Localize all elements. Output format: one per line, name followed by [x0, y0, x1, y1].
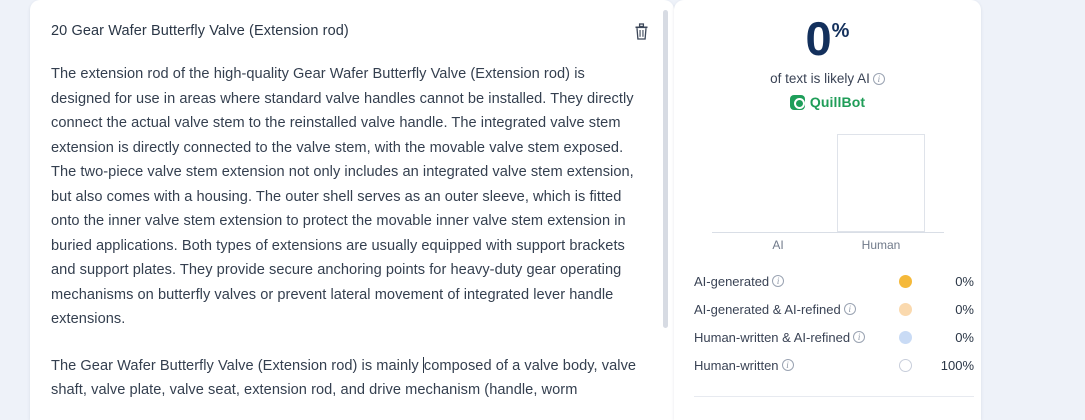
legend-value: 100% [940, 357, 974, 373]
document-title: 20 Gear Wafer Butterfly Valve (Extension rod) [51, 23, 349, 39]
legend-value: 0% [955, 273, 974, 289]
document-header [30, 0, 674, 62]
document-paragraph: The extension rod of the high-quality Gear Wafer Butterfly Valve (Extension rod) is designed for use in areas where standard valve handles cannot be installed. They directly connect the actual valve stem to the reinstalled valve handle. The integrated valve stem extension is directly connected to the valve stem, with the movable valve stem exposed. The two-piece valve stem extension not only includes an integrated valve stem extension, but also comes with a housing. The outer shell serves as an outer sleeve, which is fitted onto the inner valve stem extension to protect the movable inner valve stem extension in buried applications. Both types of extensions are usually equipped with support brackets and support plates. They provide secure anchoring points for heavy-duty gear operating mechanisms on butterfly valves or prevent lateral movement of integrated lever handle extensions. [51, 66, 634, 327]
text-cursor [423, 357, 424, 373]
page-right-margin [1055, 0, 1085, 420]
bar-human [837, 134, 925, 232]
ai-human-bar-chart [712, 135, 944, 255]
brand [674, 94, 981, 110]
legend-color-swatch [899, 275, 912, 288]
quillbot-logo-icon [790, 95, 805, 110]
chart-label-ai: AI [772, 238, 784, 252]
chart-label-human: Human [861, 238, 901, 252]
legend-label: AI-generated & AI-refined [694, 301, 841, 317]
legend-value: 0% [955, 301, 974, 317]
legend-color-swatch [899, 331, 912, 344]
document-panel [30, 0, 674, 420]
info-icon[interactable]: i [782, 359, 794, 371]
document-paragraph: The Gear Wafer Butterfly Valve (Extension rod) is mainly composed of a valve body, valve shaft, valve plate, valve seat, extension rod, and drive mechanism (handle, worm [51, 357, 637, 398]
legend-label: AI-generated [694, 273, 770, 289]
legend-color-swatch [899, 303, 912, 316]
chart-plot-area [712, 135, 944, 233]
info-icon[interactable]: i [853, 331, 865, 343]
ai-score-caption-text: of text is likely AI [770, 71, 870, 86]
legend-row [694, 295, 974, 323]
info-icon[interactable]: i [772, 275, 784, 287]
info-icon[interactable]: i [873, 73, 885, 85]
ai-score-unit: % [831, 20, 850, 43]
ai-score [674, 14, 981, 64]
legend-value: 0% [955, 329, 974, 345]
ai-score-caption [674, 71, 981, 86]
document-scrollbar-thumb[interactable] [663, 10, 668, 328]
chart-x-axis-labels [712, 233, 944, 255]
info-icon[interactable]: i [844, 303, 856, 315]
brand-name: QuillBot [809, 94, 866, 110]
legend-row [694, 267, 974, 295]
legend [694, 267, 974, 379]
document-body[interactable] [51, 62, 641, 420]
legend-row [694, 351, 974, 379]
legend-label: Human-written [694, 357, 779, 373]
trash-icon[interactable] [630, 19, 652, 43]
panel-divider [694, 396, 974, 397]
ai-score-value: 0 [805, 12, 831, 65]
legend-color-swatch [899, 359, 912, 372]
legend-row [694, 323, 974, 351]
document-scrollbar[interactable] [663, 6, 668, 414]
legend-label: Human-written & AI-refined [694, 329, 851, 345]
